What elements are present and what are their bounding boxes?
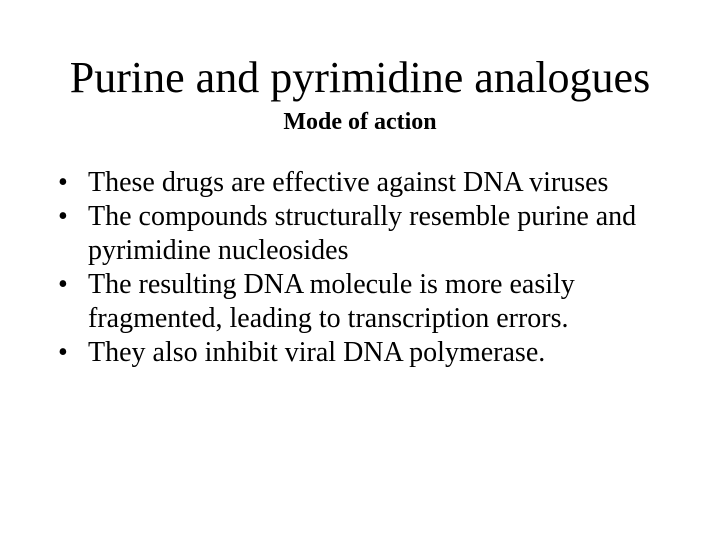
- bullet-item: [58, 336, 678, 370]
- slide-title: Purine and pyrimidine analogues: [69, 53, 651, 102]
- bullet-text: The resulting DNA molecule is more easily fragmented, leading to transcription errors.: [88, 269, 575, 334]
- bullet-dot-icon: •: [58, 269, 68, 300]
- bullet-text: The compounds structurally resemble purine and pyrimidine nucleosides: [88, 201, 637, 266]
- bullet-dot-icon: •: [58, 201, 68, 232]
- bullet-list: [58, 166, 678, 370]
- bullet-item: [58, 200, 678, 268]
- bullet-item: [58, 268, 678, 336]
- subtitle-text: Mode of action: [283, 109, 437, 135]
- bullet-dot-icon: •: [58, 167, 68, 198]
- slide-subtitle: [0, 108, 720, 136]
- bullet-text: These drugs are effective against DNA viruses: [88, 167, 609, 198]
- bullet-text: They also inhibit viral DNA polymerase.: [88, 337, 546, 368]
- bullet-item: [58, 166, 678, 200]
- bullet-dot-icon: •: [58, 337, 68, 368]
